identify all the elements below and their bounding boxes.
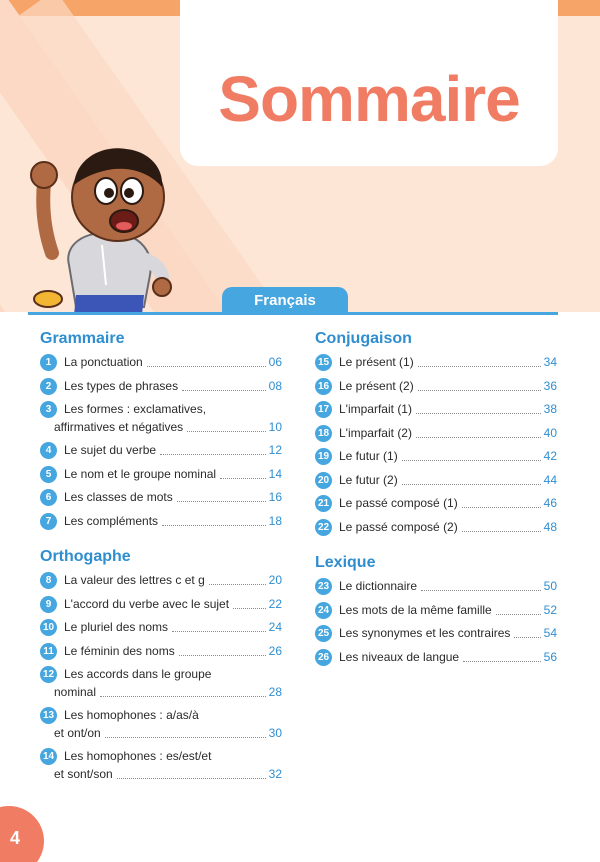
page-ref: 18 bbox=[268, 513, 282, 528]
lesson-title: Les accords dans le groupe bbox=[64, 667, 212, 681]
page-ref: 30 bbox=[268, 726, 282, 740]
page-ref: 06 bbox=[268, 355, 282, 369]
page-number-badge bbox=[0, 806, 44, 862]
lesson-title: L'accord du verbe avec le sujet bbox=[64, 596, 230, 611]
leader-dots bbox=[220, 478, 266, 479]
lesson-title: Le nom et le groupe nominal bbox=[64, 466, 217, 481]
page-ref: 26 bbox=[268, 643, 282, 658]
page-ref: 34 bbox=[543, 355, 557, 369]
lesson-title: L'imparfait (2) bbox=[339, 425, 412, 440]
page-ref: 50 bbox=[543, 579, 557, 593]
lesson-number-badge: 22 bbox=[315, 519, 332, 536]
lesson-number-badge: 13 bbox=[40, 707, 57, 724]
leader-dots bbox=[160, 454, 266, 455]
page-ref: 46 bbox=[543, 496, 557, 510]
leader-dots bbox=[421, 590, 541, 591]
lesson-number-badge: 20 bbox=[315, 472, 332, 489]
leader-dots bbox=[418, 366, 541, 367]
page-ref: 08 bbox=[268, 378, 282, 393]
lesson-number-badge: 6 bbox=[40, 489, 57, 506]
lesson-title: L'imparfait (1) bbox=[339, 402, 412, 416]
lesson-number-badge: 2 bbox=[40, 378, 57, 395]
lesson-title: affirmatives et négatives bbox=[54, 420, 184, 434]
leader-dots bbox=[117, 778, 266, 779]
page-number: 4 bbox=[10, 828, 21, 848]
lesson-number-badge: 11 bbox=[40, 643, 57, 660]
lesson-title: Les homophones : es/est/et bbox=[64, 749, 212, 763]
lesson-number-badge: 26 bbox=[315, 649, 332, 666]
lesson-title: Les niveaux de langue bbox=[339, 649, 460, 664]
leader-dots bbox=[462, 507, 541, 508]
lesson-title: Le présent (2) bbox=[339, 378, 414, 393]
category-heading: Lexique bbox=[315, 554, 376, 571]
lesson-title: Le féminin des noms bbox=[64, 643, 175, 658]
lesson-number-badge: 5 bbox=[40, 466, 57, 483]
category-heading: Grammaire bbox=[40, 330, 125, 347]
page-ref: 36 bbox=[543, 378, 557, 393]
leader-dots bbox=[209, 584, 266, 585]
page-ref: 12 bbox=[268, 443, 282, 457]
page-ref: 14 bbox=[268, 466, 282, 481]
leader-dots bbox=[187, 431, 265, 432]
lesson-title: Le présent (1) bbox=[339, 355, 414, 369]
leader-dots bbox=[462, 531, 541, 532]
lesson-number-badge: 4 bbox=[40, 442, 57, 459]
section-divider bbox=[28, 312, 558, 315]
lesson-title: Le futur (1) bbox=[339, 449, 398, 463]
title-card bbox=[180, 0, 558, 166]
page-ref: 52 bbox=[543, 602, 557, 617]
section-tab-francais: Français bbox=[222, 287, 348, 314]
leader-dots bbox=[233, 608, 266, 609]
lesson-number-badge: 15 bbox=[315, 354, 332, 371]
lesson-number-badge: 24 bbox=[315, 602, 332, 619]
leader-dots bbox=[416, 437, 541, 438]
lesson-title: nominal bbox=[54, 685, 97, 699]
lesson-number-badge: 10 bbox=[40, 619, 57, 636]
leader-dots bbox=[463, 661, 541, 662]
leader-dots bbox=[402, 484, 541, 485]
page-ref: 24 bbox=[268, 620, 282, 634]
mascot-boy-illustration bbox=[14, 135, 204, 312]
lesson-title: Les classes de mots bbox=[64, 490, 173, 504]
leader-dots bbox=[100, 696, 266, 697]
leader-dots bbox=[514, 637, 540, 638]
lesson-number-badge: 12 bbox=[40, 666, 57, 683]
page-ref: 28 bbox=[268, 685, 282, 699]
page-ref: 32 bbox=[268, 767, 282, 781]
header-banner bbox=[0, 0, 600, 312]
category-heading: Orthogaphe bbox=[40, 548, 131, 565]
leader-dots bbox=[402, 460, 541, 461]
lesson-number-badge: 7 bbox=[40, 513, 57, 530]
lesson-title: La valeur des lettres c et g bbox=[64, 573, 205, 587]
lesson-number-badge: 18 bbox=[315, 425, 332, 442]
lesson-title: Les compléments bbox=[64, 513, 159, 528]
page-ref: 56 bbox=[543, 649, 557, 664]
leader-dots bbox=[496, 614, 541, 615]
leader-dots bbox=[179, 655, 266, 656]
page-ref: 40 bbox=[543, 425, 557, 440]
lesson-title: Le passé composé (2) bbox=[339, 519, 458, 534]
page-ref: 54 bbox=[543, 626, 557, 640]
lesson-number-badge: 1 bbox=[40, 354, 57, 371]
page-ref: 42 bbox=[543, 449, 557, 463]
page-ref: 48 bbox=[543, 519, 557, 534]
lesson-title: Les homophones : a/as/à bbox=[64, 708, 199, 722]
lesson-title: Les types de phrases bbox=[64, 378, 179, 393]
lesson-title: Les mots de la même famille bbox=[339, 602, 492, 617]
leader-dots bbox=[147, 366, 266, 367]
leader-dots bbox=[177, 501, 266, 502]
lesson-number-badge: 16 bbox=[315, 378, 332, 395]
lesson-number-badge: 23 bbox=[315, 578, 332, 595]
page-ref: 10 bbox=[268, 420, 282, 434]
lesson-title: Le futur (2) bbox=[339, 472, 398, 487]
leader-dots bbox=[105, 737, 266, 738]
lesson-number-badge: 17 bbox=[315, 401, 332, 418]
lesson-number-badge: 3 bbox=[40, 401, 57, 418]
leader-dots bbox=[182, 390, 266, 391]
page-ref: 20 bbox=[268, 573, 282, 587]
lesson-number-badge: 8 bbox=[40, 572, 57, 589]
page-ref: 44 bbox=[543, 472, 557, 487]
page-ref: 22 bbox=[268, 596, 282, 611]
lesson-number-badge: 25 bbox=[315, 625, 332, 642]
lesson-number-badge: 21 bbox=[315, 495, 332, 512]
page-title: Sommaire bbox=[218, 63, 520, 135]
page-ref: 16 bbox=[268, 490, 282, 504]
lesson-title: Le dictionnaire bbox=[339, 579, 418, 593]
leader-dots bbox=[172, 631, 266, 632]
lesson-number-badge: 19 bbox=[315, 448, 332, 465]
leader-dots bbox=[418, 390, 541, 391]
lesson-title: Les synonymes et les contraires bbox=[339, 626, 511, 640]
lesson-title: Le passé composé (1) bbox=[339, 496, 458, 510]
leader-dots bbox=[162, 525, 266, 526]
category-heading: Conjugaison bbox=[315, 330, 412, 347]
lesson-title: Le sujet du verbe bbox=[64, 443, 157, 457]
page-ref: 38 bbox=[543, 402, 557, 416]
lesson-title: et ont/on bbox=[54, 726, 101, 740]
lesson-number-badge: 9 bbox=[40, 596, 57, 613]
lesson-number-badge: 14 bbox=[40, 748, 57, 765]
lesson-title: Le pluriel des noms bbox=[64, 620, 169, 634]
lesson-title: La ponctuation bbox=[64, 355, 143, 369]
lesson-title: et sont/son bbox=[54, 767, 113, 781]
lesson-title: Les formes : exclamatives, bbox=[64, 402, 207, 416]
leader-dots bbox=[416, 413, 541, 414]
